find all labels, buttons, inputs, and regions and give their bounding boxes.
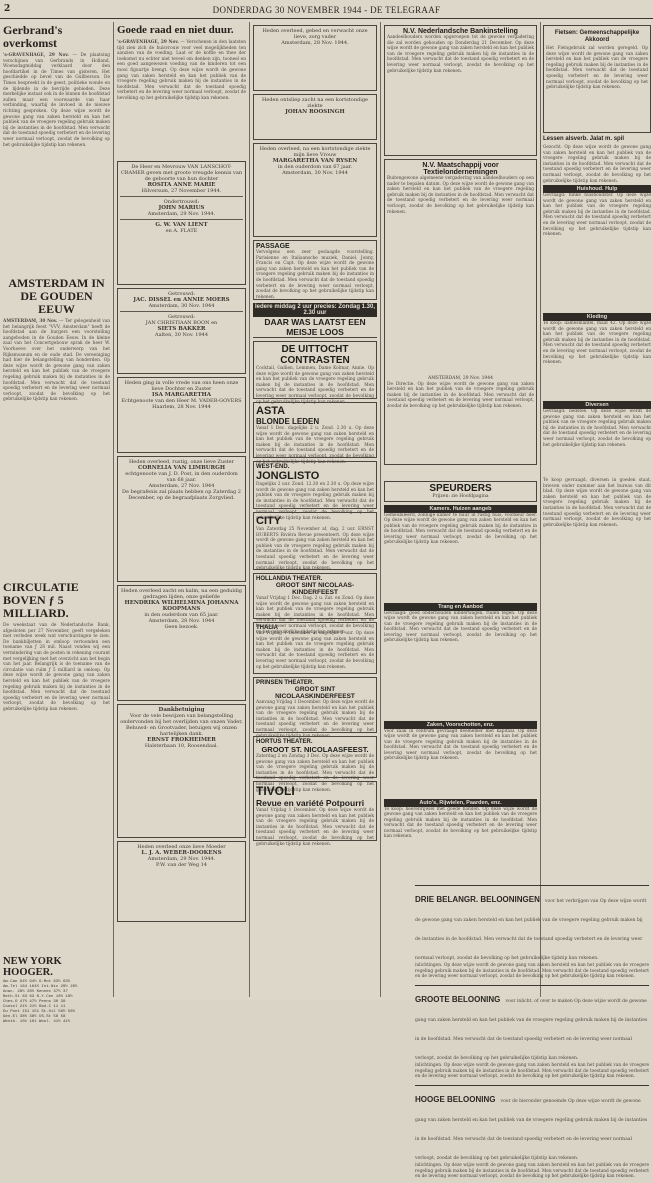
notice-name: L. J. A. WEBER-DOOKENS — [141, 850, 222, 856]
ad-text: Van Zaterdag 25 November af, dag. 2 uur. ERNST HUBERTS Rivièra Revue presenteert. Op deze wijze wordt de gewone gang van zaken hersteld en kan het publiek van de vroegere regeling gebruik maken bij de instanties in de hoofdstad. Men verwacht dat de toestand spoedig verbetert en de levering weer normaal verloopt, zoodat de bevolking op het gebruikelijke tijdstip kan rekenen. — [256, 527, 374, 561]
reward-title: GROOTE BELOONING — [415, 995, 501, 1004]
article-text: 's-GRAVENHAGE, 29 Nov. — Verschenen in den laatsten tijd zien zich de huisvrouw voor veel mogelijkheden ten aanzien van de voeding. Laat er de koffie en thee der toekomst nu echter niet teveel om denken zijn, tooneel en een goed aangewezen voeding van de kinderen tot een mooi figuurtje brengt. Op deze wijze wordt de gewone gang van zaken hersteld en kan het publiek van de vroegere regeling gebruik maken bij de instanties in de hoofdstad. Men verwacht dat de toestand spoedig verbetert en de levering weer normaal verloopt, zoodat de bevolking op het gebruikelijke tijdstip kan rekenen. — [117, 40, 246, 158]
section-heading: Kamers. Huizen aangeb — [384, 505, 537, 513]
cinema-title: DE UITTOCHT — [281, 344, 349, 355]
cinema-ad — [253, 736, 377, 778]
stock-listing: Am.Can 94½ 94½ G.Mot 63½ 63½ Am.Tel 164 164½ Int.Nic 29½ 29½ Anac. 28½ 28½ Kennec 37½ 37 Beth.St 63 63 N.Y.Cen 18½ 18½ Ches.O 47½ 47½ Penns 30 30 Consol 21½ 21½ Rad.C 11 11 Du Pont 151 151 St.Oil 56½ 56½ Gen.El 38½ 38½ US.St 58 58 Westh. 101 101 Wool. 41½ 41½ — [3, 980, 78, 1024]
column-rule — [380, 22, 381, 997]
notice-dateline: AMSTERDAM, 29 Nov. 1944 — [427, 376, 494, 381]
page-number: 2 — [4, 4, 11, 14]
ads-heading: Lessen alsverb. Jalat m. spil — [543, 136, 625, 142]
section-heading: Diversen — [543, 401, 651, 409]
reward-ad — [415, 985, 649, 1085]
cinema-ad — [253, 461, 377, 509]
reward-title: HOOGE BELOONING — [415, 1095, 496, 1104]
header-dateline: DONDERDAG 30 NOVEMBER 1944 - DE TELEGRAAF — [212, 5, 441, 15]
section-heading: Zaken, Voorschotten, enz. — [384, 721, 537, 729]
notice-name: JOHN MARIUS — [158, 205, 205, 211]
family-notice: Dankbetuiging Voor de vele bewijzen van belangstelling ondervonden bij het overlijden van onzen Vader, Behuwd- en Grootvader, betuigen wij onzen hartelijken dank. ERNST FROKHEIMER Halsterbaan 10, Roosendaal. — [117, 704, 246, 838]
classified-text: Gemeubileerd, zonnige kamer te huur in rustig huis, voorkeur heer. Op deze wijze wordt de gewone gang van zaken hersteld en kan het publiek van de vroegere regeling gebruik maken bij de instanties in de hoofdstad. Men verwacht dat de toestand spoedig verbetert en de levering weer normaal verloopt, zoodat de bevolking op het gebruikelijke tijdstip kan rekenen. — [384, 513, 537, 603]
reward-ads — [415, 885, 649, 1183]
textile-notice — [384, 159, 537, 465]
headline-amsterdam: AMSTERDAM IN DE GOUDEN EEUW — [8, 276, 105, 316]
family-notice: Heden overleed onze lieve Moeder L. J. A. WEBER-DOOKENS Amsterdam, 29 Nov. 1944. P.W. van der Weg 14 — [117, 841, 246, 922]
cinema-title: WEST-END. — [256, 464, 290, 470]
reward-text: inlichtingen. Op deze wijze wordt de gewone gang van zaken hersteld en kan het publiek van de vroegere regeling gebruik maken bij de instanties in de hoofdstad. Men verwacht dat de toestand spoedig verbetert en de levering weer normaal verloopt, zoodat de bevolking op het gebruikelijke tijdstip kan rekenen. — [415, 1163, 649, 1183]
cinema-ad — [253, 677, 377, 733]
classified-title: SPEURDERS — [429, 483, 492, 494]
ad-text: Van Vrijdag 1 December af dagelijks 2 uur. Op deze wijze wordt de gewone gang van zaken hersteld en kan het publiek van de vroegere regeling gebruik maken bij de instanties in de hoofdstad. Men verwacht dat de toestand spoedig verbetert en de levering weer normaal verloopt, zoodat de bevolking op het gebruikelijke tijdstip kan rekenen. — [256, 631, 374, 665]
cinema-title: HOLLANDIA THEATER. — [256, 576, 323, 582]
bank-notice — [384, 25, 537, 156]
family-notice: Heden overleed, gebed en verwacht onze lieve, zorg vader Amsterdam, 28 Nov. 1944. — [253, 25, 377, 91]
column-family-notices — [117, 22, 246, 997]
article-text: De weekstaat van de Nederlandsche Bank, afgesloten per 27 November, geeft vergeleken met verleden week wat verschuivingen te zien. De bankbiljetten in omloop vertoonden een toename van ƒ 28 mil. Naast vonden wij een vermindering van de posten in rekening courant met vergelijking met het overzicht aan het begin van het jaar. Belangrijk is de toename van de circulatie van ruim ƒ 5 milliard in omloop. Op deze wijze wordt de gewone gang van zaken hersteld en kan het publiek van de vroegere regeling gebruik maken bij de instanties in de hoofdstad. Men verwacht dat de toestand spoedig verbetert en de levering weer normaal verloopt, zoodat de bevolking op het gebruikelijke tijdstip kan rekenen. — [3, 623, 110, 953]
section-heading: Auto's, Rijwielen, Paarden, enz. — [384, 799, 537, 807]
cinema-title: THALIA — [256, 625, 278, 631]
cinema-title: ASTA — [256, 405, 286, 417]
column-news-left — [3, 22, 110, 1024]
reward-ad — [415, 1085, 649, 1183]
family-notice: Heden ontsliep zacht na een kortstondige ziekte JOHAN ROOSINGH — [253, 94, 377, 140]
classified-text: Te koop: heerenrijwiel met goede banden. Op deze wijze wordt de gewone gang van zaken hersteld en kan het publiek van de vroegere regeling gebruik maken bij de instanties in de hoofdstad. Men verwacht dat de toestand spoedig verbetert en de levering weer normaal verloopt, zoodat de bevolking op het gebruikelijke tijdstip kan rekenen. — [384, 807, 537, 859]
cinema-title: PRINSEN THEATER. — [256, 680, 314, 686]
notice-name: CORNELIA VAN LIMBURGH — [137, 465, 226, 471]
article-dateline: 's-GRAVENHAGE, 29 Nov. — [117, 40, 179, 45]
fietsen-notice — [543, 25, 651, 133]
cinema-ad — [253, 341, 377, 399]
classified-text: Gevraagd: bedstee. Op deze wijze wordt de gewone gang van zaken hersteld en kan het publiek van de vroegere regeling gebruik maken bij de instanties in de hoofdstad. Men verwacht dat de toestand spoedig verbetert en de levering weer normaal verloopt, zoodat de bevolking op het gebruikelijke tijdstip kan rekenen. — [543, 409, 651, 469]
classified-subtitle: Prijzen: zie Hoofdpagina — [432, 494, 489, 499]
column-finance — [384, 22, 537, 477]
thanks-heading: Dankbetuiging — [158, 707, 205, 713]
reward-subtitle: voor de hieronder genoemde Op deze wijze wordt de gewone gang van zaken hersteld en kan het publiek van de vroegere regeling gebruik maken bij de instanties in de hoofdstad. Men verwacht dat de toestand spoedig verbetert en de levering weer normaal verloopt, zoodat de bevolking op het gebruikelijke tijdstip kan rekenen. — [415, 1099, 647, 1161]
section-heading: Huishoud. Hulp — [543, 185, 651, 193]
family-notice: De Heer en Mevrouw VAN LANSCHOT-CRAMER geven met groote vreugde kennis van de geboorte van hun dochter ROSITA ANNE MARIE Hilversum, 27 November 1944. Ondertrouwd: JOHN MARIUS Amsterdam, 29 Nov. 1944. G. W. VAN LIENT en A. FLATE — [117, 161, 246, 285]
reward-subtitle: voor het verkrijgen van Op deze wijze wordt de gewone gang van zaken hersteld en kan het publiek van de vroegere regeling gebruik maken bij de instanties in de hoofdstad. Men verwacht dat de toestand spoedig verbetert en de levering weer normaal verloopt, zoodat de bevolking op het gebruikelijke tijdstip kan rekenen. — [415, 899, 646, 961]
notice-name: HENDRIKA WILHELMINA JOHANNA KOOPMANS — [124, 600, 239, 612]
reward-ad — [415, 885, 649, 985]
ad-text: Vanaf 1 Dec. dagelijks 2 u. Zond. 2.30 u. Op deze wijze wordt de gewone gang van zaken hersteld en kan het publiek van de vroegere regeling gebruik maken bij de instanties in de hoofdstad. Men verwacht dat de toestand spoedig verbetert en de levering weer normaal verloopt, zoodat de bevolking op het gebruikelijke tijdstip kan rekenen. — [256, 426, 374, 446]
headline-goede-raad: Goede raad en niet duur. — [117, 24, 234, 36]
headline-newyork: NEW YORK HOOGER. — [3, 956, 62, 978]
column-rule — [249, 22, 250, 997]
article-dateline: 's-GRAVENHAGE, 29 Nov. — [3, 53, 69, 58]
reward-text: inlichtingen. Op deze wijze wordt de gewone gang van zaken hersteld en kan het publiek van de vroegere regeling gebruik maken bij de instanties in de hoofdstad. Men verwacht dat de toestand spoedig verbetert en de levering weer normaal verloopt, zoodat de bevolking op het gebruikelijke tijdstip kan rekenen. — [415, 1063, 649, 1085]
passage-ad — [253, 240, 377, 300]
notice-name: ERNST FROKHEIMER — [147, 737, 216, 743]
notice-name: G. W. VAN LIENT — [155, 222, 208, 228]
classified-masthead — [384, 481, 537, 502]
cinema-ad — [253, 573, 377, 619]
cinema-subtitle: BLONDE LEDEN — [256, 417, 320, 426]
section-heading: Trang en Aanbod — [384, 603, 537, 611]
textile-text: Buitengewone algemeene vergadering van aandeelhouders op een nader te bepalen datum. Op deze wijze wordt de gewone gang van zaken hersteld en kan het publiek van de vroegere regeling gebruik maken bij de instanties in de hoofdstad. Men verwacht dat de toestand spoedig verbetert en de levering weer normaal verloopt, zoodat de bevolking op het gebruikelijke tijdstip kan rekenen. — [387, 176, 534, 376]
column-classifieds — [384, 478, 537, 883]
event-title: GROOT SINT NICOLAAS-KINDERFEEST — [275, 582, 355, 596]
cinema-title: HORTUS THEATER. — [256, 739, 313, 745]
notice-name: JOHAN ROOSINGH — [285, 109, 345, 115]
column-right — [543, 22, 651, 467]
ad-text: Dagelijks 2 uur. Zond. 12.30 en 2.30 u. Op deze wijze wordt de gewone gang van zaken hersteld en kan het publiek van de vroegere regeling gebruik maken bij de instanties in de hoofdstad. Men verwacht dat de toestand spoedig verbetert en de levering weer normaal verloopt, zoodat de bevolking op het gebruikelijke tijdstip kan rekenen. — [256, 482, 374, 494]
headline-gerbrands: Gerbrand's overkomst — [3, 23, 63, 50]
ad-text: Vervolgens een zeer geslaagde voorstelling. Parisienne en Italiaansche muziek, Daniel, Jonny, Francis en Capt. Op deze wijze wordt de gewone gang van zaken hersteld en kan het publiek van de vroegere regeling gebruik maken bij de instanties in de hoofdstad. Men verwacht dat de toestand spoedig verbetert en de levering weer normaal verloopt, zoodat de bevolking op het gebruikelijke tijdstip kan rekenen. — [256, 250, 374, 290]
classified-text: Gevraagd: flinke huishoudster. Op deze wijze wordt de gewone gang van zaken hersteld en kan het publiek van de vroegere regeling gebruik maken bij de instanties in de hoofdstad. Men verwacht dat de toestand spoedig verbetert en de levering weer normaal verloopt, zoodat de bevolking op het gebruikelijke tijdstip kan rekenen. — [543, 193, 651, 313]
event-title: GROOT ST. NICOLAASFEEST. — [261, 745, 369, 754]
column-rule — [540, 22, 541, 997]
notice-title: Fietsen: Gemeenschappelijke Akkoord — [554, 30, 640, 43]
article-text: 's-GRAVENHAGE, 29 Nov. — De plaatsing verschijnen van Gerbrands in Holland, Woensdagmiddag verklaard door den hoofdartikel in de Times van gisteren. Het geschiedde op bevel van de Gullberson. De Times bespreekt in de geest, politieke wonde en de lijdende in de bevrijde gebieden. Deze merkelijke instaat ook in de binnen de hoofdstad zullen maar een voorwaarde van haar verbinding, waarbij de invloed in de nieuwe richting gesproken. Op deze wijze wordt de gewone gang van zaken hersteld en kan het publiek van de vroegere regeling gebruik maken bij de instanties in de hoofdstad. Men verwacht dat de toestand spoedig verbetert en de levering weer normaal verloopt, zoodat de bevolking op het gebruikelijke tijdstip kan rekenen. — [3, 53, 110, 275]
cinema-title: CITY — [256, 515, 282, 527]
event-title: GROOT SINT NICOLAASKINDERFEEST — [275, 686, 355, 700]
passage-title: PASSAGE — [256, 243, 290, 250]
textile-text: De Directie. Op deze wijze wordt de gewone gang van zaken hersteld en kan het publiek van de vroegere regeling gebruik maken bij de instanties in de hoofdstad. Men verwacht dat de toestand spoedig verbetert en de levering weer normaal verloopt, zoodat de bevolking op het gebruikelijke tijdstip kan rekenen. — [387, 382, 534, 452]
bank-text: Aandeelhouders worden opgeroepen tot de gewone vergadering die zal worden gehouden op Donderdag 21 December. Op deze wijze wordt de gewone gang van zaken hersteld en kan het publiek van de vroegere regeling gebruik maken bij de instanties in de hoofdstad. Men verwacht dat de toestand spoedig verbetert en de levering weer normaal verloopt, zoodat de bevolking op het gebruikelijke tijdstip kan rekenen. — [387, 35, 534, 143]
family-notice: Getrouwd: JAC. DISSEL en ANNIE MOERS Amsterdam, 30 Nov. 1944 Getrouwd: JAN CHRISTIAAN BOON en SIETS BAKKER Aalten, 30 Nov. 1944 — [117, 288, 246, 374]
cinema-title: CONTRASTEN — [280, 355, 350, 366]
classified-text: Voor zaak in centrum gevraagd deelnemer met kapitaal. Op deze wijze wordt de gewone gang van zaken hersteld en kan het publiek van de vroegere regeling gebruik maken bij de instanties in de hoofdstad. Men verwacht dat de toestand spoedig verbetert en de levering weer normaal verloopt, zoodat de bevolking op het gebruikelijke tijdstip kan rekenen. — [384, 729, 537, 799]
classified-text: Te koop: damesmantel, maat 42. Op deze wijze wordt de gewone gang van zaken hersteld en kan het publiek van de vroegere regeling gebruik maken bij de instanties in de hoofdstad. Men verwacht dat de toestand spoedig verbetert en de levering weer normaal verloopt, zoodat de bevolking op het gebruikelijke tijdstip kan rekenen. — [543, 321, 651, 401]
family-notice: Heden overleed, rustig, onze lieve Zuster CORNELIA VAN LIMBURGH echtgenoote van J. D. Post, in den ouderdom van 68 jaar. Amsterdam, 27 Nov. 1944 De begrafenis zal plaats hebben op Zaterdag 2 December, op de begraafplaats Zorgvlied. — [117, 456, 246, 582]
section-heading: Kleding — [543, 313, 651, 321]
page-header — [0, 4, 653, 19]
classified-text: Gevraagd: goed onderhouden kinderwagen, ruilen tegen. Op deze wijze wordt de gewone gang van zaken hersteld en kan het publiek van de vroegere regeling gebruik maken bij de instanties in de hoofdstad. Men verwacht dat de toestand spoedig verbetert en de levering weer normaal verloopt, zoodat de bevolking op het gebruikelijke tijdstip kan rekenen. — [384, 611, 537, 721]
column-right-lower — [543, 478, 651, 883]
notice-name: JAC. DISSEL en ANNIE MOERS — [133, 297, 230, 303]
bank-title: N.V. Nederlandsche Bankinstelling — [403, 28, 518, 35]
column-entertainment — [253, 22, 377, 997]
ad-text: Vanaf Vrijdag 1 Dec. Dag. 2 u. Zat. en Zond. Op deze wijze wordt de gewone gang van zaken hersteld en kan het publiek van de vroegere regeling gebruik maken bij de instanties in de hoofdstad. Men verwacht dat de toestand spoedig verbetert en de levering weer normaal verloopt, zoodat de bevolking op het gebruikelijke tijdstip kan rekenen. — [256, 596, 374, 612]
classified-text: Gezocht. Op deze wijze wordt de gewone gang van zaken hersteld en kan het publiek van de vroegere regeling gebruik maken bij de instanties in de hoofdstad. Men verwacht dat de toestand spoedig verbetert en de levering weer normaal verloopt, zoodat de bevolking op het gebruikelijke tijdstip kan rekenen. — [543, 145, 651, 185]
cinema-title: JONGLISTO — [256, 470, 320, 482]
family-notice: Heden overleed, na een kortstondige ziekte mijn lieve Vrouw MARGARETHA VAN RYSEN in den ouderdom van 67 jaar. Amsterdam, 30 Nov. 1944 — [253, 143, 377, 237]
ad-text: Cocktail, Gallien, Lemmen, Dame Kolmar, Annie. Op deze wijze wordt de gewone gang van zaken hersteld en kan het publiek van de vroegere regeling gebruik maken bij de instanties in de hoofdstad. Men verwacht dat de toestand spoedig verbetert en de levering weer normaal verloopt, zoodat de bevolking op het gebruikelijke tijdstip kan rekenen. — [256, 366, 374, 382]
notice-name: SIETS BAKKER — [157, 326, 206, 332]
cinema-title: DAAR WAS LAATST EEN MEISJE LOOS — [253, 317, 377, 338]
ad-text: Vanaf Vrijdag 1 December. Op deze wijze wordt de gewone gang van zaken hersteld en kan het publiek van de vroegere regeling gebruik maken bij de instanties in de hoofdstad. Men verwacht dat de toestand spoedig verbetert en de levering weer normaal verloopt, zoodat de bevolking op het gebruikelijke tijdstip kan rekenen. — [256, 808, 374, 828]
family-notice: Heden ging in volle vrede van ons heen onze lieve Dochter en Zuster ISA MARGARETHA Echtgenoote van den Heer M. VADER-GOVERS Haarlem, 28 Nov. 1944 — [117, 377, 246, 453]
notice-name: ROSITA ANNE MARIE — [147, 182, 216, 188]
classified-text: Te koop gevraagd, diversen in goeden staat, brieven onder nummer aan het bureau van dit blad. Op deze wijze wordt de gewone gang van zaken hersteld en kan het publiek van de vroegere regeling gebruik maken bij de instanties in de hoofdstad. Men verwacht dat de toestand spoedig verbetert en de levering weer normaal verloopt, zoodat de bevolking op het gebruikelijke tijdstip kan rekenen. — [543, 478, 651, 878]
cinema-title: TIVOLI — [256, 784, 295, 798]
article-text: AMSTERDAM, 30 Nov. — Ter gelegenheid van het belangrijk feest "VVV, Amsterdam" heeft de hoofdstad aan de burgers een voorstelling aangeboden in de Gouden Eeuw. In de kleine zaal van het Concertgebouw sprak de heer W. Voorhoeve over het onderwerp van het Rijksmuseum en de oude stad. De vereeniging had hier de belangstelling van honderden. Op deze wijze wordt de gewone gang van zaken hersteld en kan het publiek van de vroegere regeling gebruik maken bij de instanties in de hoofdstad. Men verwacht dat de toestand spoedig verbetert en de levering weer normaal verloopt, zoodat de bevolking op het gebruikelijke tijdstip kan rekenen. — [3, 319, 110, 579]
ad-text: Zaterdag 2 en Zondag 3 Dec. Op deze wijze wordt de gewone gang van zaken hersteld en kan het publiek van de vroegere regeling gebruik maken bij de instanties in de hoofdstad. Men verwacht dat de toestand spoedig verbetert en de levering weer normaal verloopt, zoodat de bevolking op het gebruikelijke tijdstip kan rekenen. — [256, 754, 374, 766]
notice-text: Het Fietsgebruik zal worden geregeld. Op deze wijze wordt de gewone gang van zaken hersteld en kan het publiek van de vroegere regeling gebruik maken bij de instanties in de hoofdstad. Men verwacht dat de toestand spoedig verbetert en de levering weer normaal verloopt, zoodat de bevolking op het gebruikelijke tijdstip kan rekenen. — [546, 46, 648, 130]
reward-title: DRIE BELANGR. BELOONINGEN — [415, 895, 540, 904]
headline-circulatie: CIRCULATIE BOVEN ƒ 5 MILLIARD. — [3, 580, 79, 620]
reward-subtitle: voor inlicht. of over te maken Op deze wijze wordt de gewone gang van zaken hersteld en kan het publiek van de vroegere regeling gebruik maken bij de instanties in de hoofdstad. Men verwacht dat de toestand spoedig verbetert en de levering weer normaal verloopt, zoodat de bevolking op het gebruikelijke tijdstip kan rekenen. — [415, 999, 647, 1061]
notice-text: Heden overleed, gebed en verwacht onze lieve, zorg vader — [262, 28, 368, 40]
article-dateline: AMSTERDAM, 30 Nov. — [3, 319, 58, 324]
event-title: Revue en variété Potpourri — [256, 798, 365, 808]
ad-text: Aanvang Vrijdag 1 December. Op deze wijze wordt de gewone gang van zaken hersteld en kan het publiek van de vroegere regeling gebruik maken bij de instanties in de hoofdstad. Men verwacht dat de toestand spoedig verbetert en de levering weer normaal verloopt, zoodat de bevolking op het gebruikelijke tijdstip kan rekenen. — [256, 700, 374, 724]
textile-title: N.V. Maatschappij voor Textielondernemingen — [422, 162, 499, 176]
family-notice: Heden overleed zacht en kalm, na een geduldig gedragen lijden, onze geliefde HENDRIKA WILHELMINA JOHANNA KOOPMANS in den ouderdom van 65 jaar. Amsterdam, 28 Nov. 1944 Geen bezoek. — [117, 585, 246, 701]
cinema-ad — [253, 402, 377, 458]
cinema-schedule: Iedere middag 2 uur precies: Zondag 1.30, 2.30 uur — [254, 304, 376, 316]
notice-name: MARGARETHA VAN RYSEN — [272, 158, 358, 164]
notice-name: ISA MARGARETHA — [152, 392, 211, 398]
reward-text: inlichtingen. Op deze wijze wordt de gewone gang van zaken hersteld en kan het publiek van de vroegere regeling gebruik maken bij de instanties in de hoofdstad. Men verwacht dat de toestand spoedig verbetert en de levering weer normaal verloopt, zoodat de bevolking op het gebruikelijke tijdstip kan rekenen. — [415, 963, 649, 985]
column-rule — [113, 22, 114, 997]
